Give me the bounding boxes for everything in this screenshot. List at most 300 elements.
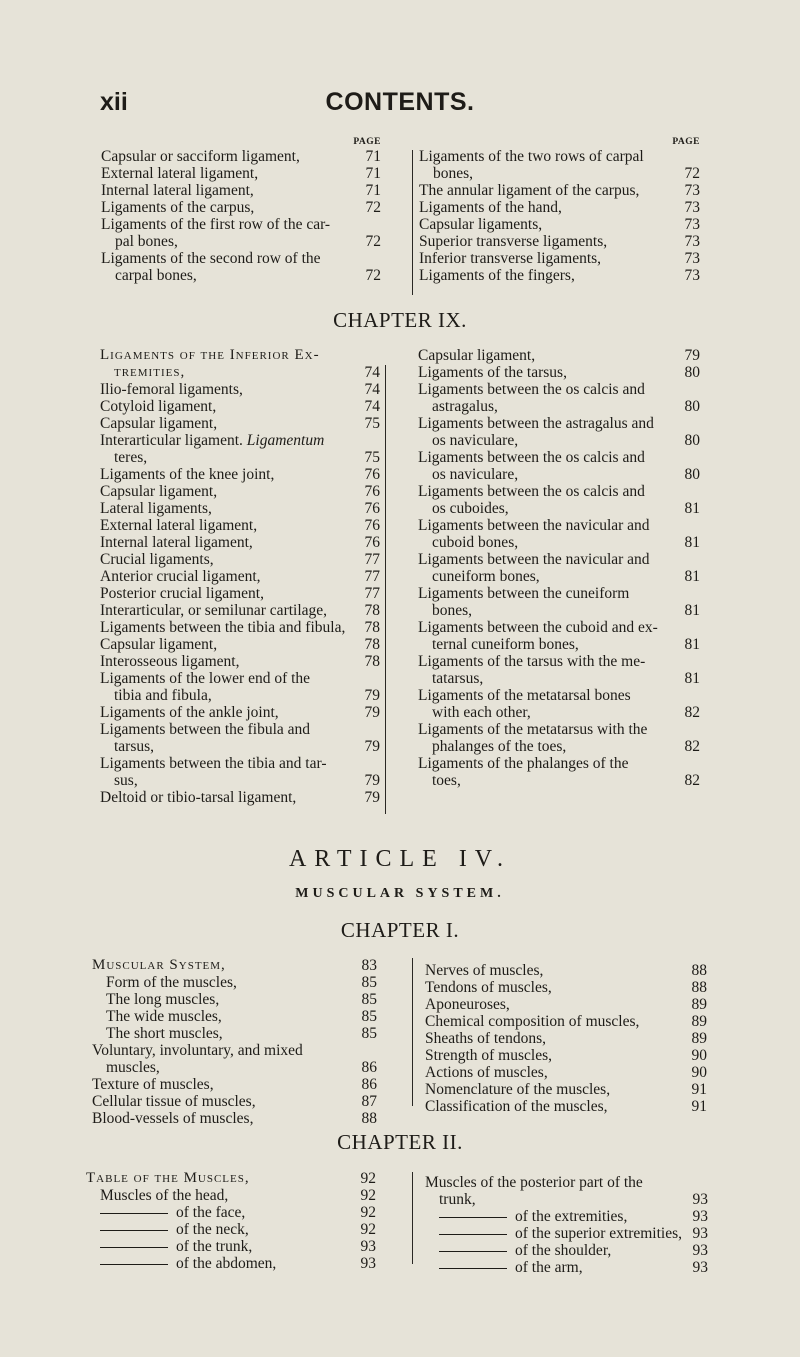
toc-entry [100,721,380,738]
column-divider [385,365,386,814]
toc-entry-text: ternal cuneiform bones, [432,636,579,653]
column-divider [412,958,413,1106]
toc-entry-page: 91 [691,1081,707,1098]
toc-entry-page: 88 [361,1110,377,1127]
toc-entry-text: tremities, [114,364,186,380]
toc-entry [100,687,380,704]
ditto-dash [439,1234,507,1235]
toc-entry-text: Ligaments between the cuneiform [418,585,630,602]
toc-entry-text: Actions of muscles, [425,1064,548,1081]
toc-entry-text: The wide muscles, [106,1008,222,1025]
toc-entry [100,738,380,755]
ditto-dash [439,1251,507,1252]
toc-entry-text: Muscles of the posterior part of the [425,1174,643,1191]
chapter9-right-column [418,347,700,789]
toc-entry-text: Ligaments of the metatarsal bones [418,687,631,704]
toc-entry-page: 76 [364,483,380,500]
toc-entry-page: 78 [364,636,380,653]
toc-entry-text: Nomenclature of the muscles, [425,1081,611,1098]
toc-entry-page: 76 [364,534,380,551]
toc-entry-text: Sheaths of tendons, [425,1030,546,1047]
toc-entry-text: Deltoid or tibio-tarsal ligament, [100,789,297,806]
toc-entry-text: Muscles of the head, [100,1187,229,1204]
ditto-dash [439,1217,507,1218]
toc-entry-page: 74 [364,398,380,415]
toc-entry [425,1208,708,1225]
toc-list [92,957,377,1127]
toc-entry-text: Texture of muscles, [92,1076,214,1093]
toc-entry-text: toes, [432,772,461,789]
toc-entry-text: Ligaments between the navicular and [418,517,650,534]
ditto-dash [100,1230,168,1231]
toc-entry [86,1187,376,1204]
toc-entry-text: Ilio-femoral ligaments, [100,381,243,398]
toc-entry [418,738,700,755]
toc-entry-text: Classification of the muscles, [425,1098,608,1115]
toc-entry [101,165,381,182]
toc-entry-page: 72 [365,233,381,250]
toc-entry [100,415,380,432]
toc-entry [86,1255,376,1272]
toc-entry-text: bones, [433,165,474,182]
column-divider [412,150,413,295]
toc-entry [86,1238,376,1255]
toc-entry [100,636,380,653]
toc-entry-page: 73 [684,267,700,284]
page-column-label: PAGE [353,137,381,147]
toc-entry-page: 77 [364,551,380,568]
toc-entry-text: os naviculare, [432,466,519,483]
toc-entry [425,1191,708,1208]
toc-entry [425,1174,708,1191]
toc-entry-text: Chemical composition of muscles, [425,1013,640,1030]
toc-entry [101,148,381,165]
toc-entry-page: 87 [361,1093,377,1110]
toc-entry-text: of the extremities, [425,1208,686,1225]
toc-entry-text: Ligaments of the carpus, [101,199,255,216]
toc-entry [100,551,380,568]
toc-entry-page: 93 [692,1259,708,1276]
toc-entry [101,182,381,199]
toc-entry-page: 93 [360,1238,376,1255]
toc-entry-text: Superior transverse ligaments, [419,233,608,250]
toc-entry-page: 73 [684,233,700,250]
toc-entry-page: 80 [684,432,700,449]
toc-entry-page: 79 [684,347,700,364]
toc-entry [418,636,700,653]
article-subheading: MUSCULAR SYSTEM. [295,886,505,901]
toc-entry-page: 72 [365,267,381,284]
article-heading: ARTICLE IV. [288,846,512,872]
toc-entry [100,381,380,398]
toc-entry [418,534,700,551]
toc-entry-text: Ligaments between the navicular and [418,551,650,568]
toc-entry-page: 79 [364,772,380,789]
page-column-label: PAGE [672,137,700,147]
toc-entry-page: 79 [364,704,380,721]
toc-entry-page: 71 [365,182,381,199]
toc-entry [92,974,377,991]
toc-entry-text: cuneiform bones, [432,568,540,585]
toc-entry [100,789,380,806]
toc-entry-page: 75 [364,449,380,466]
toc-entry-text: The long muscles, [106,991,220,1008]
toc-entry-page: 77 [364,568,380,585]
toc-entry [418,653,700,670]
toc-entry-page: 75 [364,415,380,432]
toc-list [86,1170,376,1272]
toc-entry [418,619,700,636]
toc-entry [418,449,700,466]
toc-entry-text: tibia and fibula, [114,687,212,704]
toc-entry-page: 74 [364,364,380,381]
toc-entry-text: of the face, [86,1204,354,1221]
toc-entry-page: 78 [364,653,380,670]
toc-entry [425,1013,707,1030]
toc-entry [418,483,700,500]
toc-entry-text: Ligaments between the astragalus and [418,415,654,432]
toc-entry-text: Internal lateral ligament, [100,534,253,551]
toc-entry-page: 85 [361,1025,377,1042]
toc-list [419,148,700,284]
ditto-dash [100,1213,168,1214]
toc-entry-text: of the shoulder, [425,1242,686,1259]
toc-entry [418,704,700,721]
toc-entry-text: teres, [114,449,148,466]
toc-entry [425,1259,708,1276]
toc-entry-page: 73 [684,199,700,216]
toc-entry-page: 90 [691,1047,707,1064]
toc-entry [419,216,700,233]
toc-entry-text: Capsular ligament, [100,636,218,653]
toc-entry-text: Ligaments between the tibia and tar- [100,755,327,772]
toc-entry-text: External lateral ligament, [101,165,259,182]
toc-entry-text: Ligaments between the os calcis and [418,483,645,500]
toc-entry [419,250,700,267]
toc-entry-text: Capsular ligament, [100,415,218,432]
top-right-column [419,134,700,284]
toc-entry-page: 79 [364,789,380,806]
toc-entry-page: 71 [365,148,381,165]
toc-entry [425,1225,708,1242]
chapter1-left-column [92,957,377,1127]
toc-entry-text: Ligaments of the Inferior Ex- [100,347,320,363]
toc-entry-page: 88 [691,979,707,996]
page-number: xii [100,88,128,116]
toc-entry-page: 71 [365,165,381,182]
toc-entry [418,670,700,687]
toc-entry-text: Cellular tissue of muscles, [92,1093,256,1110]
toc-entry-text: of the neck, [86,1221,354,1238]
toc-entry-page: 85 [361,991,377,1008]
toc-entry-text: Capsular ligament, [418,347,536,364]
ditto-dash [100,1247,168,1248]
toc-entry [100,398,380,415]
toc-entry-text: Interarticular, or semilunar cartilage, [100,602,328,619]
toc-entry [100,466,380,483]
toc-entry-text: Ligaments of the two rows of carpal [419,148,644,165]
toc-entry-page: 83 [361,957,377,974]
toc-entry [418,432,700,449]
toc-entry-page: 85 [361,974,377,991]
toc-entry [418,500,700,517]
toc-entry-text: Ligaments between the fibula and [100,721,311,738]
toc-entry-text: Ligaments of the tarsus with the me- [418,653,646,670]
toc-entry [419,165,700,182]
toc-entry-page: 79 [364,687,380,704]
toc-entry-page: 81 [684,534,700,551]
toc-entry-text: cuboid bones, [432,534,519,551]
toc-entry [418,568,700,585]
toc-entry-page: 89 [691,996,707,1013]
chapter1-right-column [425,962,707,1115]
toc-entry [419,148,700,165]
toc-entry [100,364,380,381]
toc-entry-text: Anterior crucial ligament, [100,568,261,585]
italic-term: Ligamentum [246,432,325,449]
toc-entry-page: 81 [684,500,700,517]
toc-entry-text: Ligaments between the os calcis and [418,381,645,398]
toc-entry-page: 86 [361,1059,377,1076]
toc-entry [418,585,700,602]
toc-entry-page: 80 [684,364,700,381]
toc-entry-text: os cuboides, [432,500,509,517]
toc-entry-text: Posterior crucial ligament, [100,585,264,602]
toc-entry-page: 81 [684,568,700,585]
toc-entry-page: 93 [692,1191,708,1208]
toc-entry [419,267,700,284]
toc-entry-page: 76 [364,517,380,534]
toc-entry-page: 81 [684,602,700,619]
toc-entry-page: 92 [360,1187,376,1204]
toc-entry-page: 89 [691,1030,707,1047]
toc-entry [419,233,700,250]
toc-entry-text: of the arm, [425,1259,686,1276]
toc-entry-page: 82 [684,772,700,789]
toc-entry-text: The annular ligament of the carpus, [419,182,640,199]
toc-entry [92,1076,377,1093]
toc-entry-text: Ligaments of the fingers, [419,267,575,284]
toc-entry [92,1110,377,1127]
toc-entry [86,1170,376,1187]
toc-entry-page: 88 [691,962,707,979]
toc-entry [101,216,381,233]
toc-entry-text: External lateral ligament, [100,517,258,534]
toc-entry [418,347,700,364]
toc-entry [418,466,700,483]
toc-entry-text: tatarsus, [432,670,484,687]
toc-entry-page: 76 [364,500,380,517]
toc-entry-text: Ligaments of the second row of the [101,250,321,267]
toc-entry [418,721,700,738]
toc-entry [100,534,380,551]
toc-entry-text: Lateral ligaments, [100,500,212,517]
toc-entry [418,551,700,568]
toc-entry-text: Capsular ligament, [100,483,218,500]
toc-entry-page: 72 [684,165,700,182]
toc-entry-text: Aponeuroses, [425,996,510,1013]
toc-entry [92,1025,377,1042]
toc-entry [418,772,700,789]
toc-entry-text: Cotyloid ligament, [100,398,217,415]
chapter-heading: CHAPTER IX. [333,308,467,332]
toc-entry-text: pal bones, [115,233,178,250]
toc-entry [425,979,707,996]
toc-entry-text: Ligaments of the ankle joint, [100,704,279,721]
toc-entry [100,585,380,602]
toc-entry-text: Ligaments between the tibia and fibula, [100,619,346,636]
toc-entry-page: 77 [364,585,380,602]
toc-list [418,347,700,789]
toc-entry [418,398,700,415]
toc-entry [92,957,377,974]
toc-entry [92,1042,377,1059]
toc-entry-page: 92 [360,1221,376,1238]
toc-entry [100,670,380,687]
toc-entry [425,1081,707,1098]
toc-list [101,148,381,284]
toc-entry-text: Capsular ligaments, [419,216,543,233]
chapter2-left-column [86,1170,376,1272]
toc-entry [418,755,700,772]
toc-entry-page: 90 [691,1064,707,1081]
toc-list [425,962,707,1115]
toc-entry-text: Muscular System, [92,957,226,973]
toc-entry [92,1008,377,1025]
toc-entry-text: Interosseous ligament, [100,653,240,670]
toc-entry [100,755,380,772]
toc-entry [100,568,380,585]
toc-entry-text: carpal bones, [115,267,197,284]
toc-entry-text: Ligaments of the hand, [419,199,562,216]
toc-entry-page: 86 [361,1076,377,1093]
toc-entry-page: 85 [361,1008,377,1025]
toc-entry [418,415,700,432]
toc-entry-text: of the superior extremities, [425,1225,686,1242]
toc-entry-page: 78 [364,602,380,619]
toc-entry-page: 78 [364,619,380,636]
toc-entry-text: Ligaments of the tarsus, [418,364,567,381]
toc-entry [418,364,700,381]
toc-entry [418,602,700,619]
toc-entry-text: Interarticular ligament. Ligamentum [100,432,325,449]
chapter2-right-column [425,1174,708,1276]
toc-entry [101,267,381,284]
toc-entry [418,687,700,704]
toc-entry [418,517,700,534]
toc-entry-text: Ligaments of the metatarsus with the [418,721,648,738]
toc-entry-page: 74 [364,381,380,398]
toc-entry-text: Ligaments of the phalanges of the [418,755,629,772]
toc-entry-text: Ligaments between the os calcis and [418,449,645,466]
toc-entry-page: 82 [684,704,700,721]
column-divider [412,1172,413,1264]
toc-entry-text: astragalus, [432,398,498,415]
toc-entry-text: phalanges of the toes, [432,738,567,755]
toc-entry-page: 92 [360,1204,376,1221]
toc-entry-text: Crucial ligaments, [100,551,214,568]
chapter-heading: CHAPTER II. [337,1130,463,1154]
toc-entry [100,619,380,636]
toc-entry-page: 91 [691,1098,707,1115]
top-left-column [101,134,381,284]
ditto-dash [100,1264,168,1265]
toc-entry-page: 73 [684,250,700,267]
toc-list [100,347,380,806]
toc-entry [92,1059,377,1076]
toc-entry-page: 80 [684,398,700,415]
toc-entry-text: Ligaments of the first row of the car- [101,216,331,233]
toc-entry-page: 79 [364,738,380,755]
toc-entry [425,1047,707,1064]
toc-entry-page: 76 [364,466,380,483]
toc-entry-text: Blood-vessels of muscles, [92,1110,254,1127]
toc-entry-text: tarsus, [114,738,155,755]
toc-entry [92,1093,377,1110]
toc-entry [100,517,380,534]
toc-entry-text: sus, [114,772,138,789]
toc-entry [425,962,707,979]
toc-entry-text: Capsular or sacciform ligament, [101,148,300,165]
toc-entry [425,1098,707,1115]
toc-entry-text: Ligaments between the cuboid and ex- [418,619,658,636]
toc-entry-text: muscles, [106,1059,160,1076]
toc-entry-page: 82 [684,738,700,755]
chapter9-left-column [100,347,380,806]
toc-entry [101,233,381,250]
toc-entry [100,602,380,619]
toc-entry [100,653,380,670]
toc-entry-text: Ligaments of the knee joint, [100,466,275,483]
toc-entry-text: with each other, [432,704,531,721]
toc-entry [101,250,381,267]
toc-entry [100,449,380,466]
toc-entry [86,1221,376,1238]
toc-entry [425,1064,707,1081]
toc-entry-text: Tendons of muscles, [425,979,552,996]
toc-entry-page: 89 [691,1013,707,1030]
toc-entry-text: Form of the muscles, [106,974,237,991]
toc-entry-text: of the trunk, [86,1238,354,1255]
toc-entry-page: 92 [360,1170,376,1187]
toc-entry [425,1242,708,1259]
toc-entry [425,996,707,1013]
toc-entry-text: The short muscles, [106,1025,223,1042]
toc-entry-page: 93 [692,1208,708,1225]
toc-entry [425,1030,707,1047]
page-title: CONTENTS. [325,88,475,116]
toc-entry-page: 93 [692,1225,708,1242]
toc-entry [419,199,700,216]
toc-entry-text: Strength of muscles, [425,1047,552,1064]
ditto-dash [439,1268,507,1269]
toc-entry [418,381,700,398]
toc-entry-page: 81 [684,670,700,687]
toc-entry-page: 72 [365,199,381,216]
toc-entry-text: bones, [432,602,473,619]
toc-entry [100,704,380,721]
toc-entry-text: Table of the Muscles, [86,1170,250,1186]
toc-entry-page: 93 [360,1255,376,1272]
toc-entry-page: 93 [692,1242,708,1259]
toc-entry-text: of the abdomen, [86,1255,354,1272]
toc-entry-text: trunk, [439,1191,476,1208]
toc-entry [92,991,377,1008]
toc-entry-page: 73 [684,216,700,233]
toc-entry [100,500,380,517]
toc-entry-text: Nerves of muscles, [425,962,544,979]
running-header [0,88,800,128]
